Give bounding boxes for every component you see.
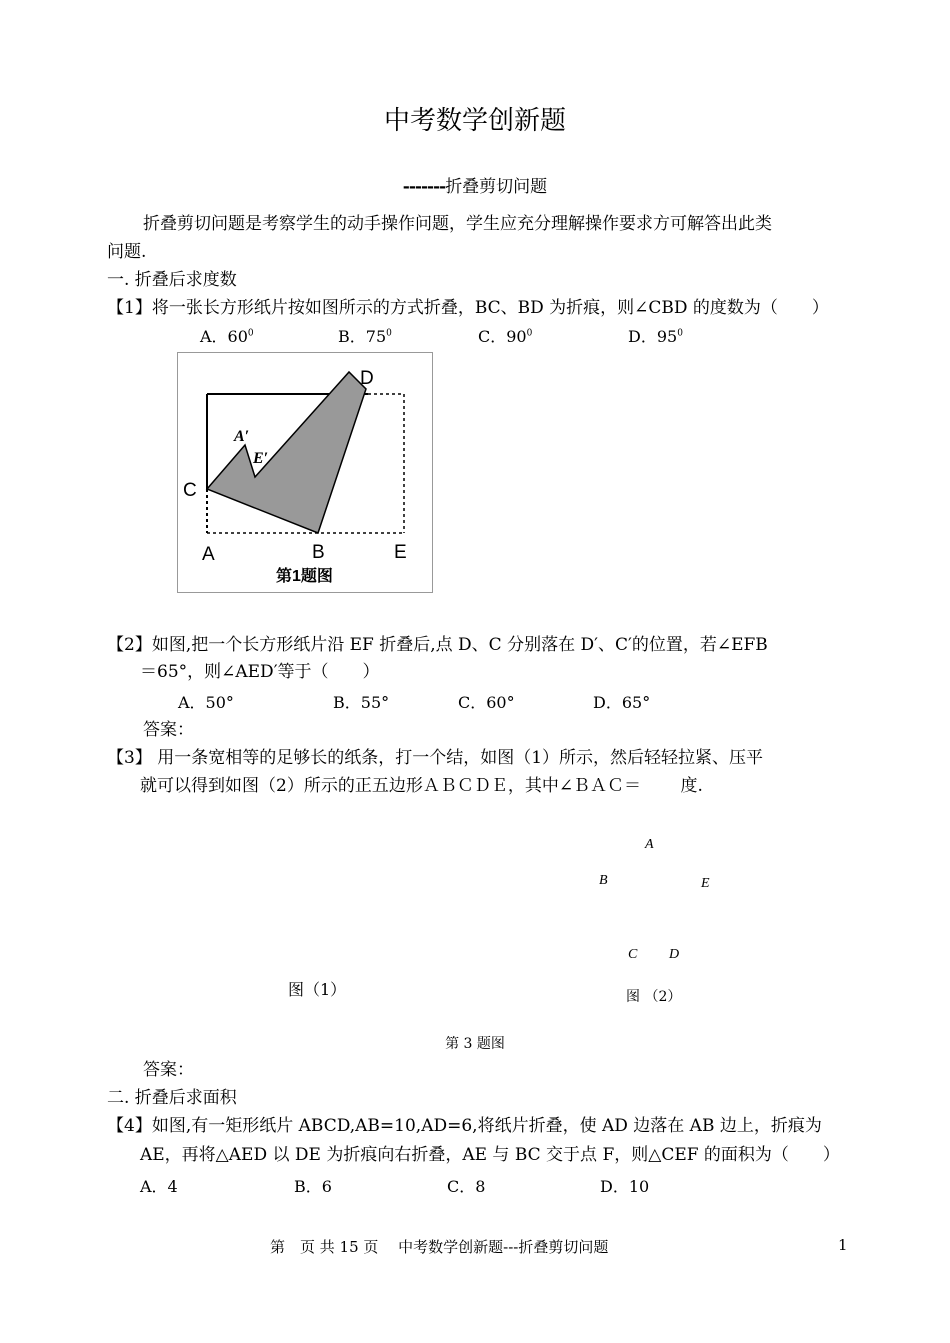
question-2-option-d: D．65° xyxy=(593,693,651,712)
page-title: 中考数学创新题 xyxy=(383,106,566,136)
question-2-option-c: C．60° xyxy=(458,693,515,712)
label-e: E xyxy=(394,542,407,563)
intro-line-1: 折叠剪切问题是考察学生的动手操作问题，学生应充分理解操作要求方可解答出此类 xyxy=(143,214,772,234)
section-heading-1: 一. 折叠后求度数 xyxy=(107,270,237,290)
intro-line-2: 问题. xyxy=(107,242,147,262)
page-subtitle xyxy=(0,172,950,197)
question-2-answer: 答案： xyxy=(143,720,194,740)
question-1-figure xyxy=(177,352,433,593)
question-2-option-b: B．55° xyxy=(333,693,390,712)
page-footer-text: 第 页 共 15 页 中考数学创新题---折叠剪切问题 xyxy=(270,1238,609,1256)
question-3-answer: 答案： xyxy=(143,1060,194,1080)
question-4-option-d: D．10 xyxy=(600,1177,650,1196)
pentagon-label-e: E xyxy=(701,876,710,891)
page-number: 1 xyxy=(838,1236,848,1254)
question-4-stem-2: AE，再将△AED 以 DE 为折痕向右折叠，AE 与 BC 交于点 F，则△CEF 的面积为（ ） xyxy=(140,1145,840,1165)
label-e-prime: E′ xyxy=(253,450,269,467)
section-heading-2: 二. 折叠后求面积 xyxy=(107,1088,237,1108)
question-1-option-a: A．$60^0$ xyxy=(200,327,254,346)
fold-diagram xyxy=(178,353,432,592)
question-4-option-b: B．6 xyxy=(294,1177,332,1196)
question-2-option-a: A．50° xyxy=(178,693,234,712)
label-b: B xyxy=(312,542,325,563)
figure-3-1-caption: 图（1） xyxy=(288,980,347,999)
question-1-option-c: C．$90^0$ xyxy=(478,327,533,346)
question-1-option-d: D．$95^0$ xyxy=(628,327,683,346)
question-3-stem-2: 就可以得到如图（2）所示的正五边形ＡＢＣＤＥ，其中∠ＢＡＣ＝ 度. xyxy=(140,776,703,796)
question-2-stem-2: ＝65°，则∠AED′等于（ ） xyxy=(140,662,380,682)
question-3-stem-1: 【3】 用一条宽相等的足够长的纸条，打一个结，如图（1）所示，然后轻轻拉紧、压平 xyxy=(107,748,764,768)
pentagon-label-c: C xyxy=(628,947,638,962)
question-4-stem-1: 【4】如图,有一矩形纸片 ABCD,AB=10,AD=6,将纸片折叠，使 AD 边落在 AB 边上，折痕为 xyxy=(107,1116,822,1136)
pentagon-label-b: B xyxy=(599,873,608,888)
question-2-stem-1: 【2】如图,把一个长方形纸片沿 EF 折叠后,点 D、C 分别落在 D′、C′的位置，若∠EFB xyxy=(107,635,768,655)
folded-paper-shape xyxy=(207,372,366,533)
figure-3-2-caption: 图 （2） xyxy=(626,989,682,1005)
label-a-prime: A′ xyxy=(234,428,250,445)
pentagon-label-a: A xyxy=(645,837,654,852)
pentagon-label-d: D xyxy=(669,947,680,962)
question-4-option-a: A．4 xyxy=(140,1177,178,1196)
subtitle-dashes: ------- xyxy=(402,177,446,197)
figure-3-caption: 第 3 题图 xyxy=(445,1036,505,1052)
subtitle-text: 折叠剪切问题 xyxy=(445,177,548,197)
question-4-option-c: C．8 xyxy=(447,1177,486,1196)
question-1-option-b: B．$75^0$ xyxy=(338,327,392,346)
label-c: C xyxy=(183,480,197,501)
label-d: D xyxy=(360,368,374,389)
figure-1-caption: 第1题图 xyxy=(276,568,333,585)
question-1-stem: 【1】将一张长方形纸片按如图所示的方式折叠，BC、BD 为折痕，则∠CBD 的度数为（ ） xyxy=(107,298,829,318)
label-a: A xyxy=(202,544,215,565)
